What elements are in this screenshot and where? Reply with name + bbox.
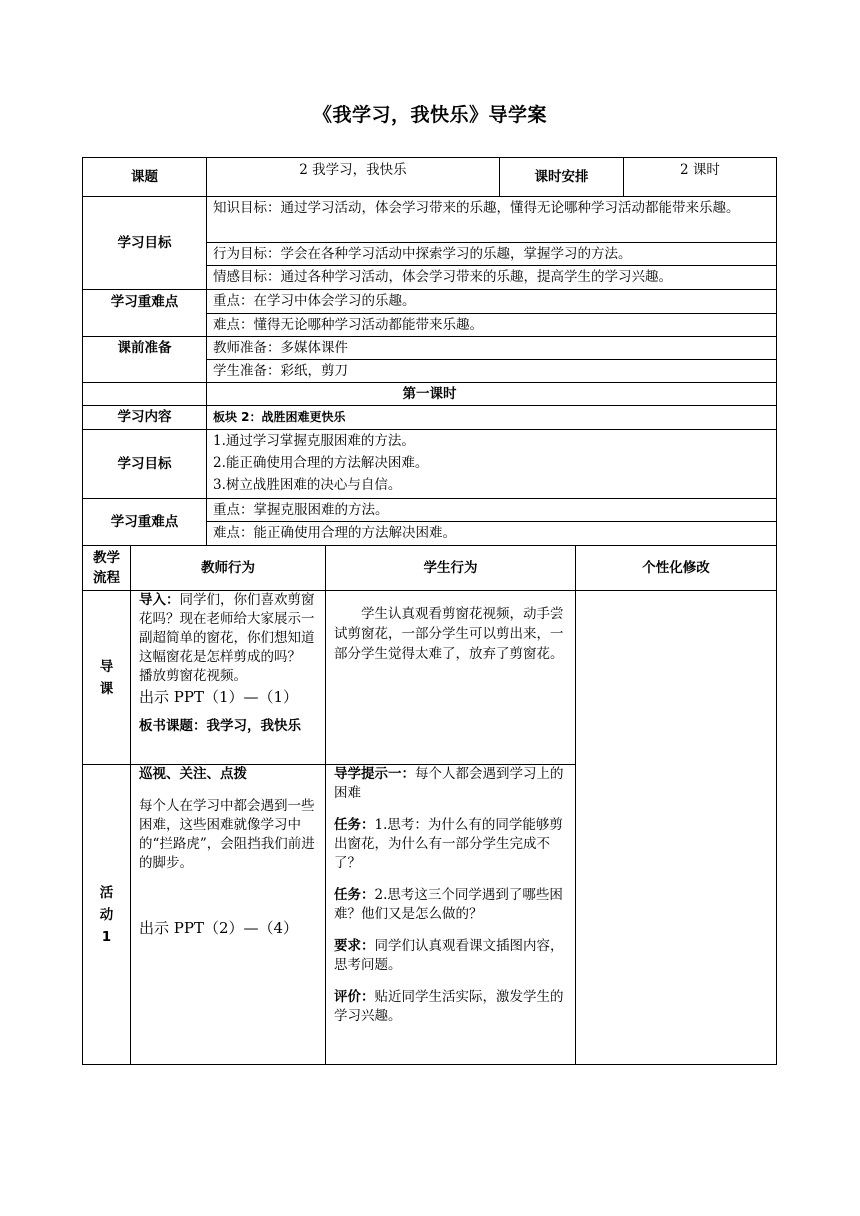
key-points-label: 学习重难点 [110, 293, 179, 310]
guide-text: 每个人都会遇到学习上的困难 [334, 766, 564, 801]
difficulty-point: 难点：懂得无论哪种学习活动都能带来乐趣。 [213, 316, 483, 333]
teacher-preparation: 教师准备：多媒体课件 [213, 339, 348, 356]
activity1-teacher-head: 巡视、关注、点拨 [139, 766, 247, 782]
intro-ppt: 出示 PPT（1）—（1） [139, 688, 299, 706]
lesson1-content-label: 学习内容 [117, 409, 172, 425]
table-border [776, 157, 777, 1065]
key-point: 重点：在学习中体会学习的乐趣。 [213, 293, 416, 309]
intro-stage: 导课 [99, 658, 114, 697]
lesson1-difficulty-point: 难点：能正确使用合理的方法解决困难。 [213, 525, 456, 541]
activity1-guide [334, 765, 569, 803]
intro-text: 同学们，你们喜欢剪窗花吗？现在老师给大家展示一副超简单的窗花，你们想知道这幅窗花是怎样剪成的吗？ [139, 592, 315, 665]
activity1-task-2 [334, 886, 569, 924]
activity1-stage: 活动1 [99, 884, 114, 945]
personal-edit-header: 个性化修改 [642, 559, 710, 576]
document-title: 《我学习，我快乐》导学案 [312, 104, 547, 126]
course-value: 2 我学习，我快乐 [299, 162, 407, 178]
lesson1-key-point: 重点：掌握克服困难的方法。 [213, 501, 389, 518]
lesson1-goals-label: 学习目标 [117, 455, 172, 472]
intro-play-video: 播放剪窗花视频。 [139, 668, 247, 684]
intro-board-title: 板书课题：我学习，我快乐 [139, 718, 301, 734]
lesson1-key-label: 学习重难点 [110, 513, 179, 530]
evaluation-label: 评价： [334, 989, 375, 1005]
activity1-evaluation [334, 988, 569, 1026]
activity1-task-1 [334, 816, 569, 873]
intro-teacher-intro [139, 591, 319, 667]
intro-student-text: 学生认真观看剪窗花视频，动手尝试剪窗花，一部分学生可以剪出来，一部分学生觉得太难了，放弃了剪窗花。 [334, 606, 564, 662]
schedule-value: 2 课时 [680, 162, 720, 178]
lesson1-heading: 第一课时 [402, 385, 457, 402]
goals-label: 学习目标 [117, 234, 172, 251]
goal-emotion: 情感目标：通过各种学习活动，体会学习带来的乐趣，提高学生的学习兴趣。 [213, 269, 672, 285]
intro-student-cell [326, 604, 575, 764]
lesson1-goal-2: 2.能正确使用合理的方法解决困难。 [213, 455, 429, 471]
task-label: 任务： [334, 817, 375, 833]
lesson1-goal-1: 1.通过学习掌握克服困难的方法。 [213, 433, 415, 449]
activity1-teacher-text: 每个人在学习中都会遇到一些困难，这些困难就像学习中的“拦路虎”，会阻挡我们前进的脚步。 [139, 798, 315, 871]
task-label: 任务： [334, 887, 375, 903]
task-text: 2.思考这三个同学遇到了哪些困难？他们又是怎么做的？ [334, 887, 563, 922]
requirement-label: 要求： [334, 938, 375, 954]
activity1-teacher-cell [131, 765, 325, 1064]
student-preparation: 学生准备：彩纸，剪刀 [213, 362, 348, 379]
intro-personal-cell[interactable] [576, 591, 776, 1064]
requirement-text: 同学们认真观看课文插图内容，思考问题。 [334, 938, 564, 973]
guide-label: 导学提示一： [334, 766, 415, 782]
flow-header: 教学流程 [93, 550, 120, 586]
evaluation-text: 贴近同学生活实际，激发学生的学习兴趣。 [334, 989, 564, 1024]
activity1-ppt: 出示 PPT（2）—（4） [139, 919, 299, 937]
lesson1-goal-3: 3.树立战胜困难的决心与自信。 [213, 477, 402, 493]
student-behavior-header: 学生行为 [423, 559, 478, 576]
goal-behavior: 行为目标：学会在各种学习活动中探索学习的乐趣，掌握学习的方法。 [213, 245, 632, 262]
preparation-label: 课前准备 [117, 339, 172, 356]
intro-label: 导入： [139, 592, 180, 608]
intro-teacher-cell [131, 591, 325, 764]
task-text: 1.思考：为什么有的同学能够剪出窗花，为什么有一部分学生完成不了？ [334, 817, 563, 871]
activity1-student-cell [326, 765, 575, 1064]
goal-knowledge: 知识目标：通过学习活动，体会学习带来的乐趣，懂得无论哪种学习活动都能带来乐趣。 [213, 200, 740, 216]
course-label: 课题 [131, 168, 158, 185]
schedule-label: 课时安排 [534, 168, 589, 185]
teacher-behavior-header: 教师行为 [201, 559, 255, 576]
lesson1-content-value: 板块 2：战胜困难更快乐 [213, 410, 346, 424]
activity1-requirement [334, 937, 569, 975]
table-border [82, 1064, 777, 1065]
